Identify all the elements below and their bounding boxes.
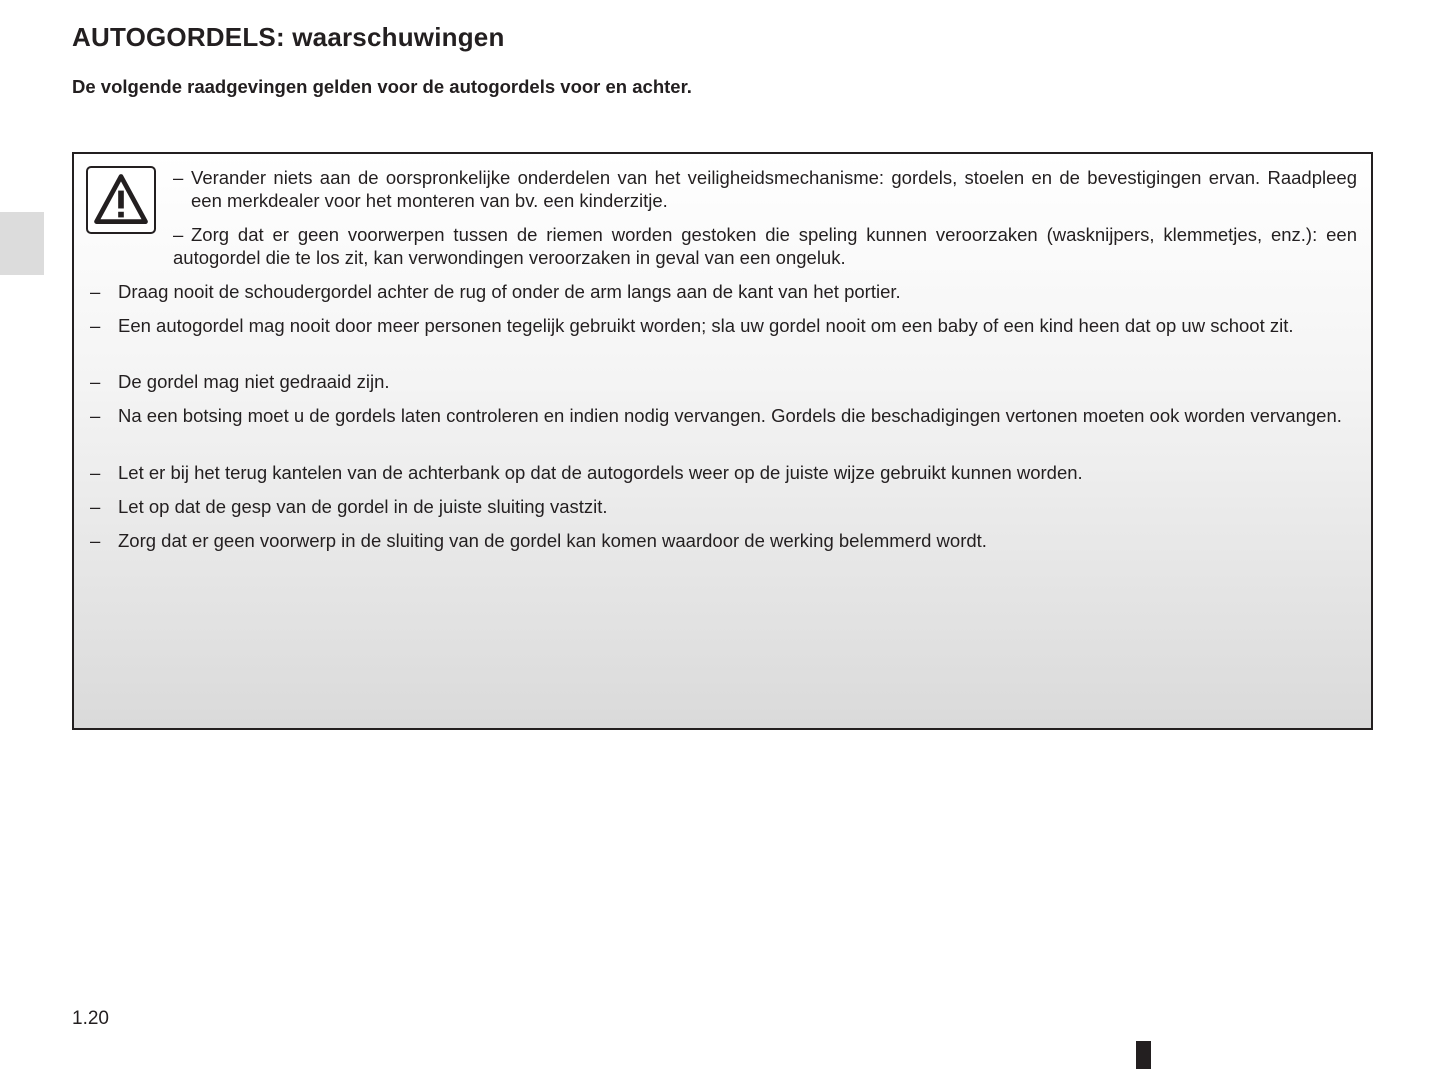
warning-item-text: Verander niets aan de oorspronkelijke onderdelen van het veiligheidsmechanisme: gordels, stoelen en de bevestigingen ervan. Raadpleeg een merkdealer voor het monteren van bv. een kinderzitje. bbox=[191, 167, 1357, 211]
warning-item-text: Draag nooit de schoudergordel achter de rug of onder de arm langs aan de kant van het portier. bbox=[118, 281, 901, 302]
warning-item bbox=[90, 461, 1357, 484]
warning-item bbox=[90, 314, 1357, 337]
warning-item bbox=[173, 166, 1357, 212]
warning-item bbox=[90, 370, 1357, 393]
page-marker bbox=[1136, 1041, 1151, 1069]
page-title: AUTOGORDELS: waarschuwingen bbox=[72, 22, 505, 52]
warning-item bbox=[90, 529, 1357, 552]
item-dash: – bbox=[90, 462, 101, 483]
warning-item bbox=[90, 404, 1357, 427]
chapter-tab bbox=[0, 212, 44, 275]
item-dash: – bbox=[90, 281, 101, 302]
warning-item-text: Een autogordel mag nooit door meer personen tegelijk gebruikt worden; sla uw gordel nooit om een baby of een kind heen dat op uw schoot zit. bbox=[118, 315, 1294, 336]
page-subtitle: De volgende raadgevingen gelden voor de autogordels voor en achter. bbox=[72, 76, 692, 97]
warning-item-text: Zorg dat er geen voorwerp in de sluiting van de gordel kan komen waardoor de werking belemmerd wordt. bbox=[118, 530, 987, 551]
item-dash: – bbox=[90, 530, 101, 551]
item-dash: – bbox=[173, 224, 184, 245]
warning-item bbox=[90, 495, 1357, 518]
item-dash: – bbox=[90, 496, 101, 517]
item-dash: – bbox=[90, 371, 101, 392]
warning-item bbox=[173, 223, 1357, 269]
warning-item-text: Let op dat de gesp van de gordel in de juiste sluiting vastzit. bbox=[118, 496, 608, 517]
warning-item bbox=[90, 280, 1357, 303]
item-dash: – bbox=[90, 315, 101, 336]
warning-triangle-icon bbox=[86, 166, 156, 234]
page-number: 1.20 bbox=[72, 1008, 109, 1029]
warning-item-text: Zorg dat er geen voorwerpen tussen de riemen worden gestoken die speling kunnen veroorzaken (wasknijpers, klemmetjes, enz.): een autogordel die te los zit, kan verwondingen veroorzaken in geval van een ongeluk. bbox=[173, 224, 1357, 268]
warning-item-text: Na een botsing moet u de gordels laten controleren en indien nodig vervangen. Gordels die beschadigingen vertonen moeten ook worden vervangen. bbox=[118, 405, 1342, 426]
warning-item-text: Let er bij het terug kantelen van de achterbank op dat de autogordels weer op de juiste wijze gebruikt kunnen worden. bbox=[118, 462, 1083, 483]
item-dash: – bbox=[90, 405, 101, 426]
warning-item-text: De gordel mag niet gedraaid zijn. bbox=[118, 371, 390, 392]
item-dash: – bbox=[173, 167, 184, 188]
warning-box bbox=[72, 152, 1373, 730]
